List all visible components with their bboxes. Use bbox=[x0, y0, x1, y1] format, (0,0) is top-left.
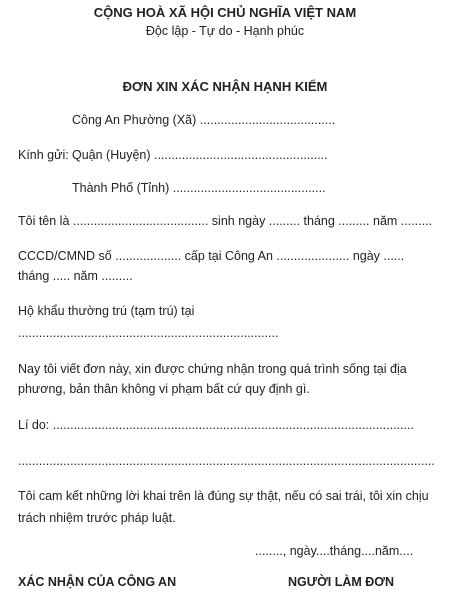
applicant-heading: NGƯỜI LÀM ĐƠN bbox=[288, 575, 394, 589]
police-confirmation-heading: XÁC NHẬN CỦA CÔNG AN bbox=[18, 575, 177, 589]
recipient-district: Quận (Huyện) .................................................. bbox=[72, 148, 328, 162]
date-place-line: ........, ngày....tháng....năm.... bbox=[255, 544, 414, 558]
request-line-1: Nay tôi viết đơn này, xin được chứng nhận trong quá trình sống tại địa bbox=[18, 362, 407, 376]
request-line-2: phương, bản thân không vi phạm bất cứ quy định gì. bbox=[18, 382, 310, 396]
residence-label: Hộ khẩu thường trú (tạm trú) tại bbox=[18, 304, 195, 318]
recipient-greeting: Kính gửi: bbox=[18, 148, 69, 162]
reason-dots: ........................................................................................................................ bbox=[18, 454, 435, 468]
id-card-date-line: tháng ..... năm ......... bbox=[18, 269, 133, 283]
residence-dots: ........................................................................... bbox=[18, 326, 279, 340]
national-header: CỘNG HOÀ XÃ HỘI CHỦ NGHĨA VIỆT NAM bbox=[93, 5, 357, 20]
national-motto: Độc lập - Tự do - Hạnh phúc bbox=[145, 24, 305, 38]
name-birth-line: Tôi tên là ....................................... sinh ngày ......... tháng ......... năm ......... bbox=[18, 214, 433, 228]
recipient-ward: Công An Phường (Xã) ....................................... bbox=[72, 113, 336, 127]
commitment-line-2: trách nhiệm trước pháp luật. bbox=[18, 511, 176, 525]
form-title: ĐƠN XIN XÁC NHẬN HẠNH KIỂM bbox=[122, 79, 328, 94]
recipient-city: Thành Phố (Tỉnh) ............................................ bbox=[72, 181, 326, 195]
reason-line: Lí do: ........................................................................................................ bbox=[18, 418, 414, 432]
id-card-line: CCCD/CMND số ................... cấp tại Công An ..................... ngày ...... bbox=[18, 249, 405, 263]
commitment-line-1: Tôi cam kết những lời khai trên là đúng sự thật, nếu có sai trái, tôi xin chịu bbox=[18, 489, 429, 503]
